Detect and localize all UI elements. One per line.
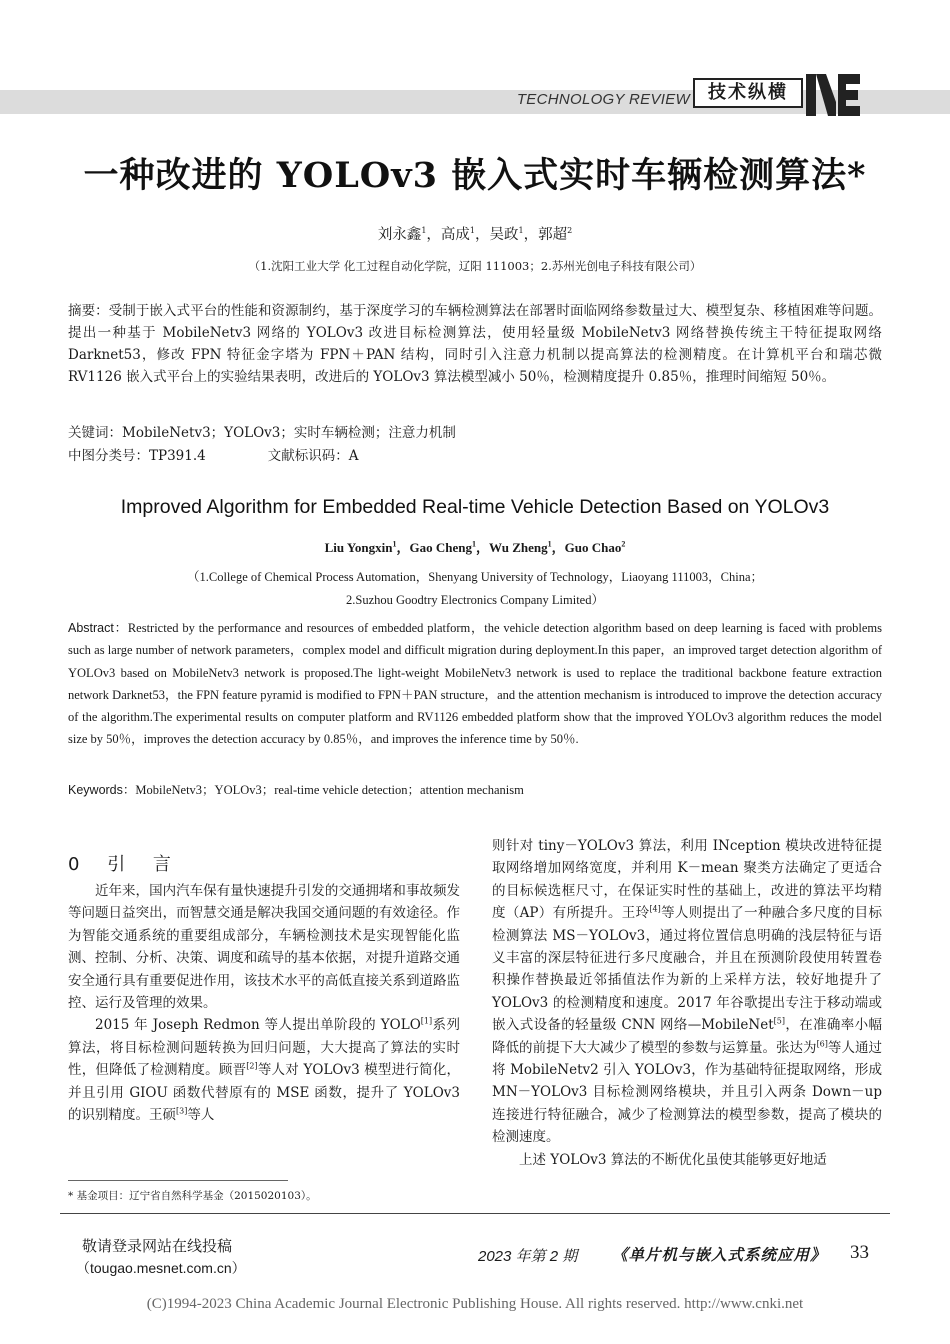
citation-ref: [1] (420, 1016, 433, 1026)
clc-label: 中图分类号： (68, 448, 149, 464)
footnote-rule (68, 1180, 288, 1181)
citation-ref: [5] (773, 1016, 785, 1026)
english-affiliation-line1: （1.College of Chemical Process Automation，Shenyang University of Technology，Liaoyang 111003，China； (186, 570, 763, 584)
section-number: 0 (68, 854, 91, 875)
section-heading (68, 850, 182, 876)
keywords-en-label: Keywords： (68, 783, 136, 797)
en-author-name: Liu Yongxin (324, 540, 393, 555)
body-text: 等人对 YOLOv3 模型进行简化，并且引用 GIOU 函数代替原有的 MSE 函数，提升了 YOLOv3 的识别精度。王硕 (68, 1062, 461, 1124)
abstract-cn-text: 受制于嵌入式平台的性能和资源制约，基于深度学习的车辆检测算法在部署时面临网络参数量过大、模型复杂、移植困难等问题。提出一种基于 MobileNetv3 网络的 YOLOv3 改进目标检测算法，使用轻量级 MobileNetv3 网络替换传统主干特征提取网络 Darknet53，修改 FPN 特征金字塔为 FPN＋PAN 结构，同时引入注意力机制以提高算法的检测精度。在计算机平台和瑞芯微 RV1126 嵌入式平台上的实验结果表明，改进后的 YOLOv3 算法模型减小 50％，检测精度提升 0.85％，推理时间缩短 50％。 (68, 303, 883, 385)
body-text: 则针对 tiny－YOLOv3 算法，利用 INception 模块改进特征提取网络增加网络宽度，并利用 K－mean 聚类方法确定了更适合的目标候选框尺寸，在保证实时性的基础上，改进的算法平均精度（AP）有所提升。王玲 (492, 838, 882, 922)
body-text: ，在准确率小幅降低的前提下大大减少了模型的参数与运算量。张达为 (492, 1017, 883, 1056)
author-separator: ， (426, 227, 441, 243)
copyright-watermark: (C)1994-2023 China Academic Journal Electronic Publishing House. All rights reserved. http://www.cnki.net (146, 1296, 804, 1312)
submission-site: （tougao.mesnet.com.cn） (76, 1260, 246, 1276)
section-label-en: TECHNOLOGY REVIEW (516, 91, 690, 108)
section-title: 引 言 (107, 854, 182, 875)
en-author-affil-mark: 1 (471, 539, 476, 549)
affiliation: （1.沈阳工业大学 化工过程自动化学院，辽阳 111003；2.苏州光创电子科技有限公司） (248, 259, 702, 273)
en-author-separator: ， (396, 540, 410, 555)
footer-rule (60, 1213, 890, 1214)
author-name: 高成 (440, 227, 470, 243)
doc-code-label: 文献标识码： (267, 448, 349, 464)
abstract-en-text: Restricted by the performance and resources of embedded platform，the vehicle detection algorithm based on deep learning is faced with problems such as large number of network parameters，complex model and difficult migration during deployment.In this paper，an improved target detection algorithm of YOLOv3 based on MobileNetv3 network is proposed.The light-weight MobileNetv3 network is used to replace the traditional backbone feature extraction network Darknet53，the FPN feature pyramid is modified to FPN＋PAN structure，and the attention mechanism is introduced to improve the detection accuracy of the algorithm.The experimental results on computer platform and RV1126 embedded platform show that the improved YOLOv3 algorithm reduces the model size by 50％，improves the detection accuracy by 0.85％，and improves the inference time by 50％. (68, 621, 882, 747)
body-text: 上述 YOLOv3 算法的不断优化虽使其能够更好地适 (519, 1151, 827, 1168)
author-affil-mark: 1 (469, 226, 475, 236)
en-author-affil-mark: 1 (547, 539, 552, 549)
english-affiliation-line2: 2.Suzhou Goodtry Electronics Company Limited） (346, 593, 604, 607)
author-name: 刘永鑫 (377, 227, 422, 243)
author-list (0, 223, 950, 244)
author-affil-mark: 1 (421, 226, 427, 236)
classification-line (68, 445, 882, 467)
doc-code-value: A (348, 448, 359, 464)
body-text: 等人 (187, 1107, 215, 1124)
citation-ref: [3] (176, 1106, 188, 1116)
body-text: 等人通过将 MobileNetv2 引入 YOLOv3，作为基础特征提取网络，形成 MN－YOLOv3 目标检测网络模块，并且引入两条 Down－up 连接进行特征融合，减少了检测算法的模型参数，提高了模块的检测速度。 (492, 1039, 882, 1146)
body-text: 近年来，国内汽车保有量快速提升引发的交通拥堵和事故频发等问题日益突出，而智慧交通是解决我国交通问题的有效途径。作为智能交通系统的重要组成部分，车辆检测技术是实现智能化监测、控制、分析、决策、调度和疏导的基本依据，对提升道路交通安全通行具有重要促进作用，该技术水平的高低直接关系到道路监控、运行及管理的效果。 (68, 883, 460, 1012)
citation-ref: [2] (246, 1061, 258, 1071)
keywords-en (68, 779, 882, 801)
body-paragraph (68, 880, 460, 1014)
abstract-cn (68, 300, 882, 388)
page-number: 33 (850, 1242, 869, 1263)
en-author-name: Guo Chao (564, 540, 622, 555)
body-text: 系列算法，将目标检测问题转换为回归问题，大大提高了算法的实时性，但降低了检测精度。顾晋 (68, 1017, 460, 1079)
author-separator: ， (523, 227, 539, 243)
en-author-separator: ， (475, 540, 489, 555)
body-paragraph (68, 1014, 460, 1126)
body-text: 等人则提出了一种融合多尺度的目标检测算法 MS－YOLOv3，通过将位置信息明确的浅层特征与语义丰富的深层特征进行多尺度融合，并且在预测阶段使用转置卷积操作替换最近邻插值法作为新的上采样方法，较好地提升了 YOLOv3 的检测精度和速度。2017 年谷歌提出专注于移动端或嵌入式设备的轻量级 CNN 网络—MobileNet (492, 905, 883, 1034)
citation-ref: [4] (649, 904, 661, 914)
paper-title: 一种改进的 YOLOv3 嵌入式实时车辆检测算法* (83, 155, 867, 196)
keywords-cn-text: MobileNetv3；YOLOv3；实时车辆检测；注意力机制 (122, 425, 456, 441)
body-text: 2015 年 Joseph Redmon 等人提出单阶段的 YOLO (95, 1017, 421, 1034)
english-author-list (0, 537, 950, 556)
body-paragraph (492, 835, 882, 1149)
clc-value: TP391.4 (149, 448, 206, 464)
keywords-cn (68, 422, 882, 444)
journal-logo-icon (806, 74, 860, 116)
en-author-name: Wu Zheng (488, 540, 548, 555)
submission-note: 敬请登录网站在线投稿 (82, 1237, 233, 1255)
abstract-en (68, 617, 882, 751)
keywords-cn-label: 关键词： (68, 425, 122, 441)
abstract-en-label: Abstract： (68, 621, 128, 635)
issue-info: 2023 年第 2 期 (478, 1248, 578, 1265)
en-author-affil-mark: 2 (621, 539, 626, 549)
section-label-cn: 技术纵横 (693, 78, 803, 108)
author-separator: ， (475, 227, 490, 243)
en-author-affil-mark: 1 (392, 539, 397, 549)
citation-ref: [6] (816, 1039, 828, 1049)
body-paragraph (492, 1149, 882, 1171)
left-column (68, 880, 460, 1126)
right-column (492, 835, 882, 1171)
keywords-en-text: MobileNetv3；YOLOv3；real-time vehicle detection；attention mechanism (135, 783, 524, 797)
author-name: 吴政 (489, 227, 519, 243)
journal-name: 《单片机与嵌入式系统应用》 (612, 1245, 827, 1264)
author-affil-mark: 1 (518, 226, 524, 236)
author-name: 郭超 (538, 227, 568, 243)
author-affil-mark: 2 (567, 226, 573, 236)
english-title: Improved Algorithm for Embedded Real-time Vehicle Detection Based on YOLOv3 (120, 496, 830, 518)
en-author-separator: ， (551, 540, 565, 555)
funding-footnote: * 基金项目：辽宁省自然科学基金（2015020103）。 (68, 1190, 317, 1202)
abstract-cn-label: 摘要： (68, 303, 109, 319)
en-author-name: Gao Cheng (409, 540, 472, 555)
